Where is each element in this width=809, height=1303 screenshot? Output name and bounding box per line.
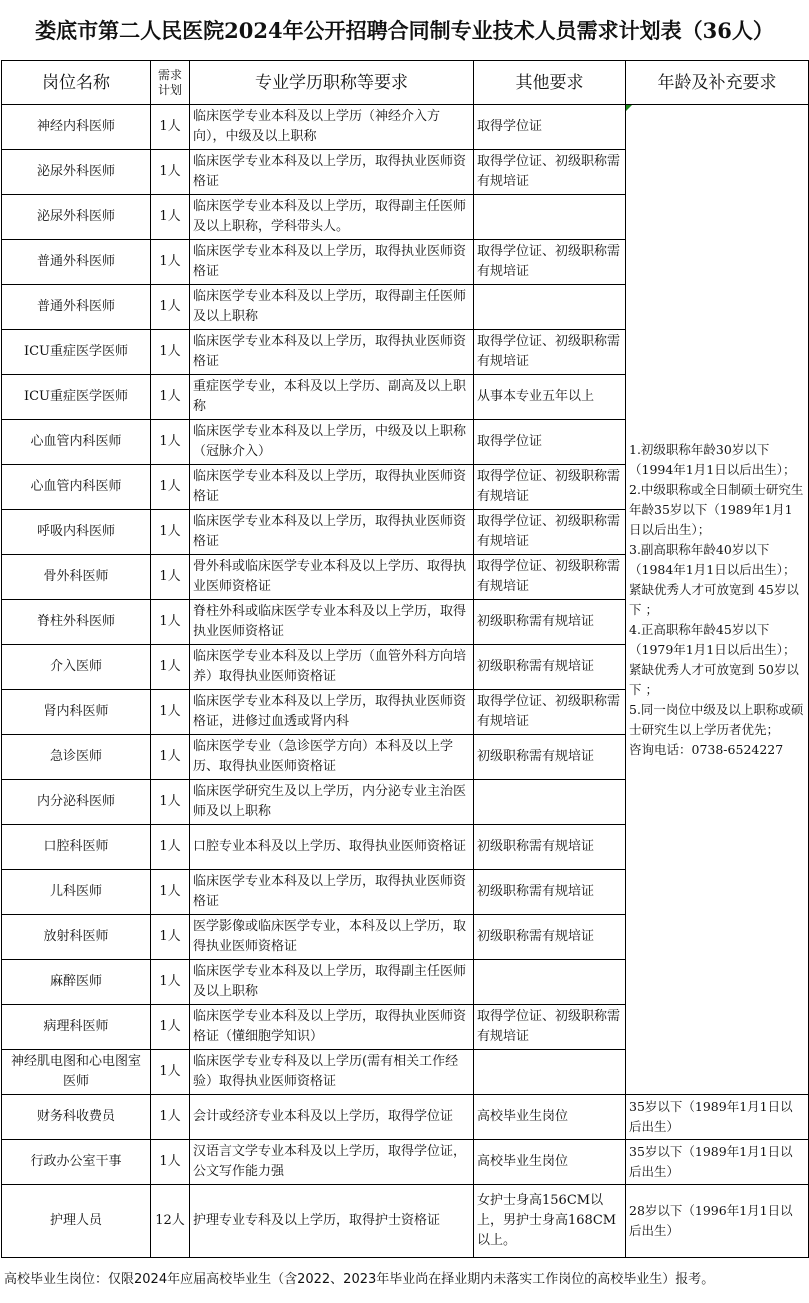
count-cell: 1人 <box>151 150 190 195</box>
position-name-cell: 内分泌科医师 <box>2 780 151 825</box>
position-name-cell: 介入医师 <box>2 645 151 690</box>
count-cell: 1人 <box>151 1050 190 1095</box>
count-cell: 1人 <box>151 1140 190 1185</box>
other-cell: 取得学位证、初级职称需有规培证 <box>474 330 626 375</box>
count-cell: 1人 <box>151 780 190 825</box>
other-cell: 取得学位证、初级职称需有规培证 <box>474 510 626 555</box>
position-name-cell: 护理人员 <box>2 1185 151 1258</box>
header-education: 专业学历职称等要求 <box>190 61 474 105</box>
position-name-cell: 神经肌电图和心电图室医师 <box>2 1050 151 1095</box>
other-cell: 初级职称需有规培证 <box>474 870 626 915</box>
count-cell: 1人 <box>151 960 190 1005</box>
position-name-cell: 儿科医师 <box>2 870 151 915</box>
other-cell: 取得学位证、初级职称需有规培证 <box>474 555 626 600</box>
education-cell: 临床医学专业本科及以上学历，取得副主任医师及以上职称 <box>190 960 474 1005</box>
other-cell: 取得学位证、初级职称需有规培证 <box>474 150 626 195</box>
table-row <box>2 1140 809 1185</box>
count-cell: 1人 <box>151 825 190 870</box>
education-cell: 临床医学专业（急诊医学方向）本科及以上学历、取得执业医师资格证 <box>190 735 474 780</box>
education-cell: 临床医学专业本科及以上学历，取得执业医师资格证 <box>190 465 474 510</box>
count-cell: 1人 <box>151 420 190 465</box>
position-name-cell: 麻醉医师 <box>2 960 151 1005</box>
education-cell: 临床医学专业本科及以上学历，取得执业医师资格证 <box>190 150 474 195</box>
count-cell: 1人 <box>151 600 190 645</box>
other-cell: 高校毕业生岗位 <box>474 1095 626 1140</box>
education-cell: 汉语言文学专业本科及以上学历，取得学位证，公文写作能力强 <box>190 1140 474 1185</box>
education-cell: 护理专业专科及以上学历，取得护士资格证 <box>190 1185 474 1258</box>
position-name-cell: 普通外科医师 <box>2 240 151 285</box>
other-cell: 初级职称需有规培证 <box>474 825 626 870</box>
position-name-cell: 心血管内科医师 <box>2 420 151 465</box>
count-cell: 1人 <box>151 1095 190 1140</box>
education-cell: 临床医学专业本科及以上学历，取得执业医师资格证 <box>190 510 474 555</box>
other-cell: 取得学位证 <box>474 105 626 150</box>
count-cell: 1人 <box>151 285 190 330</box>
position-name-cell: 行政办公室干事 <box>2 1140 151 1185</box>
recruitment-table <box>1 60 809 1258</box>
age-requirement-line: 5.同一岗位中级及以上职称或硕士研究生以上学历者优先； <box>629 701 804 737</box>
education-cell: 医学影像或临床医学专业，本科及以上学历，取得执业医师资格证 <box>190 915 474 960</box>
education-cell: 临床医学专业本科及以上学历（血管外科方向培养）取得执业医师资格证 <box>190 645 474 690</box>
education-cell: 临床医学专业本科及以上学历，取得执业医师资格证（懂细胞学知识） <box>190 1005 474 1050</box>
comment-marker-icon <box>626 105 632 111</box>
other-cell <box>474 195 626 240</box>
other-cell: 女护士身高156CM以上，男护士身高168CM以上。 <box>474 1185 626 1258</box>
age-requirement-line: 4.正高职称年龄45岁以下（1979年1月1日以后出生）；紧缺优秀人才可放宽到 50岁以下 ； <box>629 621 799 697</box>
education-cell: 临床医学专业本科及以上学历，取得执业医师资格证，进修过血透或肾内科 <box>190 690 474 735</box>
education-cell: 口腔专业本科及以上学历、取得执业医师资格证 <box>190 825 474 870</box>
header-count <box>151 61 190 105</box>
count-cell: 1人 <box>151 510 190 555</box>
education-cell: 重症医学专业，本科及以上学历、副高及以上职称 <box>190 375 474 420</box>
education-cell: 临床医学专业本科及以上学历（神经介入方向），中级及以上职称 <box>190 105 474 150</box>
count-cell: 1人 <box>151 465 190 510</box>
education-cell: 临床医学专业本科及以上学历，取得执业医师资格证 <box>190 330 474 375</box>
education-cell: 临床医学专业本科及以上学历，取得执业医师资格证 <box>190 240 474 285</box>
age-requirement-line: 咨询电话：0738-6524227 <box>629 741 784 757</box>
position-name-cell: 肾内科医师 <box>2 690 151 735</box>
other-cell: 初级职称需有规培证 <box>474 600 626 645</box>
age-cell: 35岁以下（1989年1月1日以后出生） <box>626 1095 809 1140</box>
count-cell: 1人 <box>151 870 190 915</box>
education-cell: 临床医学专业本科及以上学历，中级及以上职称（冠脉介入） <box>190 420 474 465</box>
count-cell: 1人 <box>151 690 190 735</box>
header-position: 岗位名称 <box>2 61 151 105</box>
count-cell: 1人 <box>151 195 190 240</box>
count-cell: 1人 <box>151 735 190 780</box>
position-name-cell: 口腔科医师 <box>2 825 151 870</box>
position-name-cell: 神经内科医师 <box>2 105 151 150</box>
position-name-cell: 急诊医师 <box>2 735 151 780</box>
education-cell: 骨外科或临床医学专业本科及以上学历、取得执业医师资格证 <box>190 555 474 600</box>
table-row <box>2 1185 809 1258</box>
count-cell: 12人 <box>151 1185 190 1258</box>
age-cell: 35岁以下（1989年1月1日以后出生） <box>626 1140 809 1185</box>
position-name-cell: 病理科医师 <box>2 1005 151 1050</box>
education-cell: 临床医学专业本科及以上学历，取得副主任医师及以上职称 <box>190 285 474 330</box>
count-cell: 1人 <box>151 645 190 690</box>
other-cell: 取得学位证、初级职称需有规培证 <box>474 465 626 510</box>
other-cell: 初级职称需有规培证 <box>474 645 626 690</box>
education-cell: 临床医学专业本科及以上学历，取得副主任医师及以上职称，学科带头人。 <box>190 195 474 240</box>
education-cell: 脊柱外科或临床医学专业本科及以上学历，取得执业医师资格证 <box>190 600 474 645</box>
header-count-line1: 需求 <box>157 67 182 82</box>
education-cell: 临床医学研究生及以上学历，内分泌专业主治医师及以上职称 <box>190 780 474 825</box>
position-name-cell: 放射科医师 <box>2 915 151 960</box>
page-title: 娄底市第二人民医院2024年公开招聘合同制专业技术人员需求计划表（36人） <box>35 18 774 43</box>
position-name-cell: 泌尿外科医师 <box>2 195 151 240</box>
count-cell: 1人 <box>151 915 190 960</box>
header-count-line2: 计划 <box>157 82 182 97</box>
count-cell: 1人 <box>151 1005 190 1050</box>
count-cell: 1人 <box>151 330 190 375</box>
other-cell <box>474 1050 626 1095</box>
position-name-cell: 呼吸内科医师 <box>2 510 151 555</box>
table-row <box>2 105 809 150</box>
age-requirement-line: 3.副高职称年龄40岁以下（1984年1月1日以后出生）； 紧缺优秀人才可放宽到 45岁以下 ； <box>629 541 799 617</box>
table-row <box>2 1095 809 1140</box>
header-age: 年龄及补充要求 <box>626 61 809 105</box>
count-cell: 1人 <box>151 555 190 600</box>
age-requirement-line: 2.中级职称或全日制硕士研究生年龄35岁以下（1989年1月1日以后出生）； <box>629 481 804 537</box>
merged-age-requirements-cell <box>626 105 809 1095</box>
education-cell: 临床医学专业专科及以上学历(需有相关工作经验）取得执业医师资格证 <box>190 1050 474 1095</box>
other-cell: 取得学位证 <box>474 420 626 465</box>
other-cell <box>474 285 626 330</box>
position-name-cell: 心血管内科医师 <box>2 465 151 510</box>
header-other: 其他要求 <box>474 61 626 105</box>
age-cell: 28岁以下（1996年1月1日以后出生） <box>626 1185 809 1258</box>
other-cell: 取得学位证、初级职称需有规培证 <box>474 690 626 735</box>
other-cell: 初级职称需有规培证 <box>474 915 626 960</box>
position-name-cell: 脊柱外科医师 <box>2 600 151 645</box>
education-cell: 会计或经济专业本科及以上学历，取得学位证 <box>190 1095 474 1140</box>
count-cell: 1人 <box>151 240 190 285</box>
header-row <box>2 61 809 105</box>
other-cell: 高校毕业生岗位 <box>474 1140 626 1185</box>
other-cell: 取得学位证、初级职称需有规培证 <box>474 240 626 285</box>
position-name-cell: 泌尿外科医师 <box>2 150 151 195</box>
footer-note: 高校毕业生岗位：仅限2024年应届高校毕业生（含2022、2023年毕业尚在择业期内未落实工作岗位的高校毕业生）报考。 <box>4 1272 715 1287</box>
other-cell: 取得学位证、初级职称需有规培证 <box>474 1005 626 1050</box>
education-cell: 临床医学专业本科及以上学历，取得执业医师资格证 <box>190 870 474 915</box>
other-cell <box>474 960 626 1005</box>
position-name-cell: 骨外科医师 <box>2 555 151 600</box>
position-name-cell: ICU重症医学医师 <box>2 375 151 420</box>
position-name-cell: 普通外科医师 <box>2 285 151 330</box>
other-cell: 初级职称需有规培证 <box>474 735 626 780</box>
other-cell <box>474 780 626 825</box>
position-name-cell: 财务科收费员 <box>2 1095 151 1140</box>
age-requirement-line: 1.初级职称年龄30岁以下（1994年1月1日以后出生）； <box>629 441 796 477</box>
count-cell: 1人 <box>151 375 190 420</box>
count-cell: 1人 <box>151 105 190 150</box>
position-name-cell: ICU重症医学医师 <box>2 330 151 375</box>
other-cell: 从事本专业五年以上 <box>474 375 626 420</box>
